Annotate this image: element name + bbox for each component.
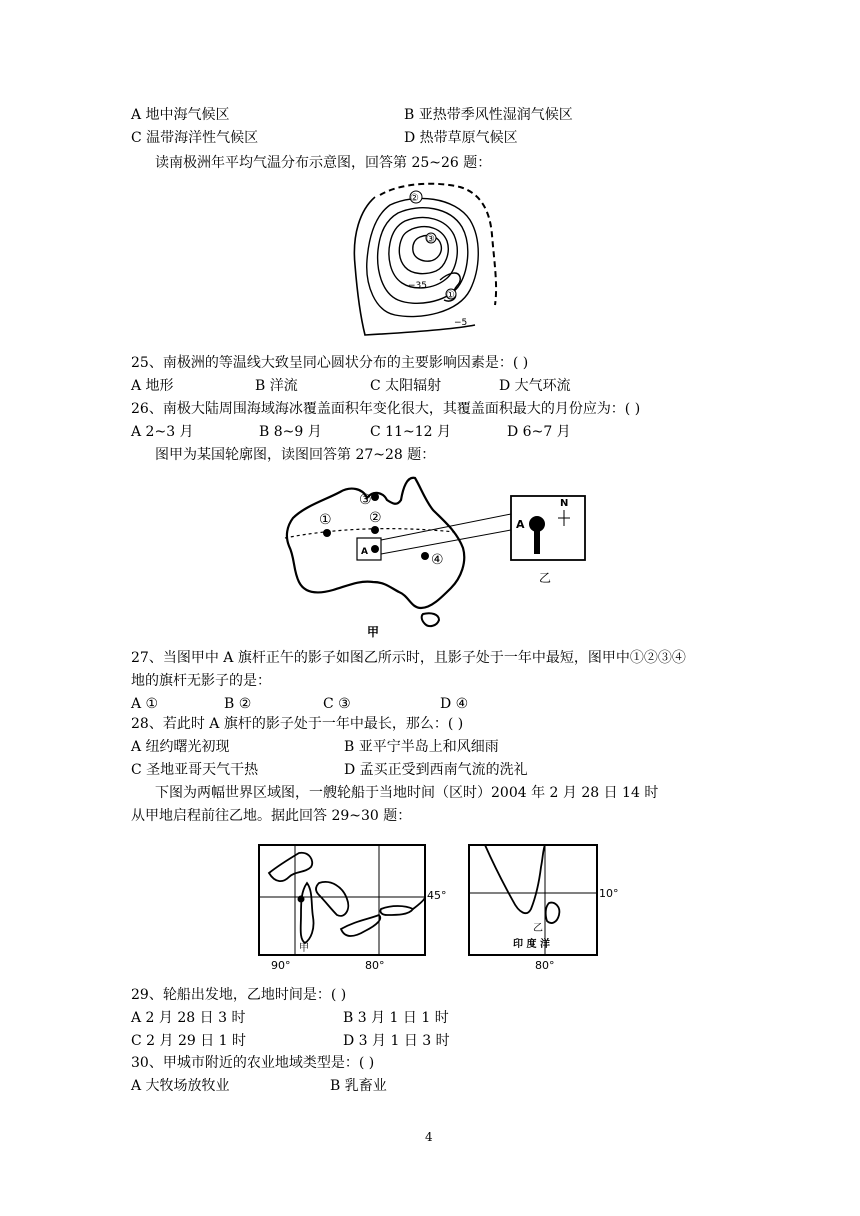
label-point-1: ① xyxy=(319,512,332,528)
q28-stem: 28、若此时 A 旗杆的影子处于一年中最长，那么：( ) xyxy=(131,716,464,732)
label-point-a: A xyxy=(361,547,368,557)
great-lakes-region-map xyxy=(255,843,455,973)
q25-stem: 25、南极洲的等温线大致呈同心圆状分布的主要影响因素是：( ) xyxy=(131,355,529,371)
label-north: N xyxy=(560,498,569,509)
isotherm-2 xyxy=(367,198,479,316)
label-point-4: ④ xyxy=(431,552,444,568)
label-lat-45: 45° xyxy=(427,889,447,902)
label-circle-1: ① xyxy=(446,290,455,301)
lake-michigan xyxy=(301,883,314,943)
q27-option-d: D ④ xyxy=(440,696,469,712)
q30-stem: 30、甲城市附近的农业地域类型是：( ) xyxy=(131,1055,375,1071)
q27-option-c: C ③ xyxy=(323,696,351,712)
label-jia: 甲 xyxy=(367,625,380,639)
label-circle-2: ② xyxy=(410,193,419,204)
label-indian-ocean: 印 度 洋 xyxy=(513,939,550,950)
india-coastline xyxy=(485,845,545,913)
q25-option-c: C 太阳辐射 xyxy=(370,378,442,394)
australia-outline-map xyxy=(275,470,595,640)
label-lat-10: 10° xyxy=(599,887,619,900)
india-region-map xyxy=(465,843,625,973)
q25-option-a: A 地形 xyxy=(131,378,174,394)
q29-option-b: B 3 月 1 日 1 时 xyxy=(343,1010,449,1026)
label-lon-80: 80° xyxy=(535,959,555,972)
label-inset-a: A xyxy=(516,518,525,531)
label-city-yi: 乙 xyxy=(533,923,543,934)
lake-superior xyxy=(269,853,312,881)
q29-option-a: A 2 月 28 日 3 时 xyxy=(131,1010,246,1026)
lake-ontario xyxy=(380,906,413,915)
q27-stem-line1: 27、当图甲中 A 旗杆正午的影子如图乙所示时，且影子处于一年中最短，图甲中①②③④ xyxy=(131,650,686,666)
label-city-jia: 甲 xyxy=(299,943,309,954)
q27-stem-line2: 地的旗杆无影子的是： xyxy=(131,673,271,689)
sri-lanka xyxy=(546,903,560,923)
page-number: 4 xyxy=(425,1130,433,1144)
q24-option-b: B 亚热带季风性湿润气候区 xyxy=(404,107,573,123)
q28-option-b: B 亚平宁半岛上和风细雨 xyxy=(344,739,499,755)
intro-29-30-line1: 下图为两幅世界区域图，一艘轮船于当地时间（区时）2004 年 2 月 28 日 14 时 xyxy=(155,785,659,801)
label-circle-3: ③ xyxy=(426,234,435,245)
lake-erie xyxy=(341,915,380,936)
q24-option-c: C 温带海洋性气候区 xyxy=(131,130,259,146)
st-lawrence xyxy=(413,897,425,909)
label-point-3: ③ xyxy=(359,492,372,508)
antarctica-isotherm-map xyxy=(340,175,510,345)
label-yi: 乙 xyxy=(539,571,552,585)
label-lon-90: 90° xyxy=(271,959,291,972)
q29-option-d: D 3 月 1 日 3 时 xyxy=(343,1033,450,1049)
q26-option-b: B 8~9 月 xyxy=(259,424,322,440)
lake-huron xyxy=(316,882,348,916)
q25-option-b: B 洋流 xyxy=(255,378,298,394)
q27-option-b: B ② xyxy=(224,696,252,712)
label-point-2: ② xyxy=(369,510,382,526)
q29-option-c: C 2 月 29 日 1 时 xyxy=(131,1033,247,1049)
q30-option-a: A 大牧场放牧业 xyxy=(131,1078,230,1094)
q26-option-a: A 2~3 月 xyxy=(131,424,194,440)
intro-25-26: 读南极洲年平均气温分布示意图，回答第 25~26 题： xyxy=(155,155,492,171)
label-isotherm-minus-5: −5 xyxy=(454,318,468,328)
tasmania xyxy=(422,613,439,626)
q27-option-a: A ① xyxy=(131,696,159,712)
q25-option-d: D 大气环流 xyxy=(499,378,571,394)
q26-option-d: D 6~7 月 xyxy=(507,424,571,440)
q29-stem: 29、轮船出发地，乙地时间是：( ) xyxy=(131,987,347,1003)
q30-option-b: B 乳畜业 xyxy=(330,1078,387,1094)
q24-option-d: D 热带草原气候区 xyxy=(404,130,518,146)
label-isotherm-minus-35: −35 xyxy=(408,281,427,291)
q26-option-c: C 11~12 月 xyxy=(370,424,451,440)
label-lon-80: 80° xyxy=(365,959,385,972)
intro-29-30-line2: 从甲地启程前往乙地。据此回答 29~30 题： xyxy=(131,808,412,824)
q28-option-d: D 孟买正受到西南气流的洗礼 xyxy=(344,762,528,778)
intro-27-28: 图甲为某国轮廓图，读图回答第 27~28 题： xyxy=(155,447,436,463)
q28-option-c: C 圣地亚哥天气干热 xyxy=(131,762,259,778)
q26-stem: 26、南极大陆周围海域海冰覆盖面积年变化很大，其覆盖面积最大的月份应为：( ) xyxy=(131,401,641,417)
q28-option-a: A 纽约曙光初现 xyxy=(131,739,230,755)
q24-option-a: A 地中海气候区 xyxy=(131,107,230,123)
